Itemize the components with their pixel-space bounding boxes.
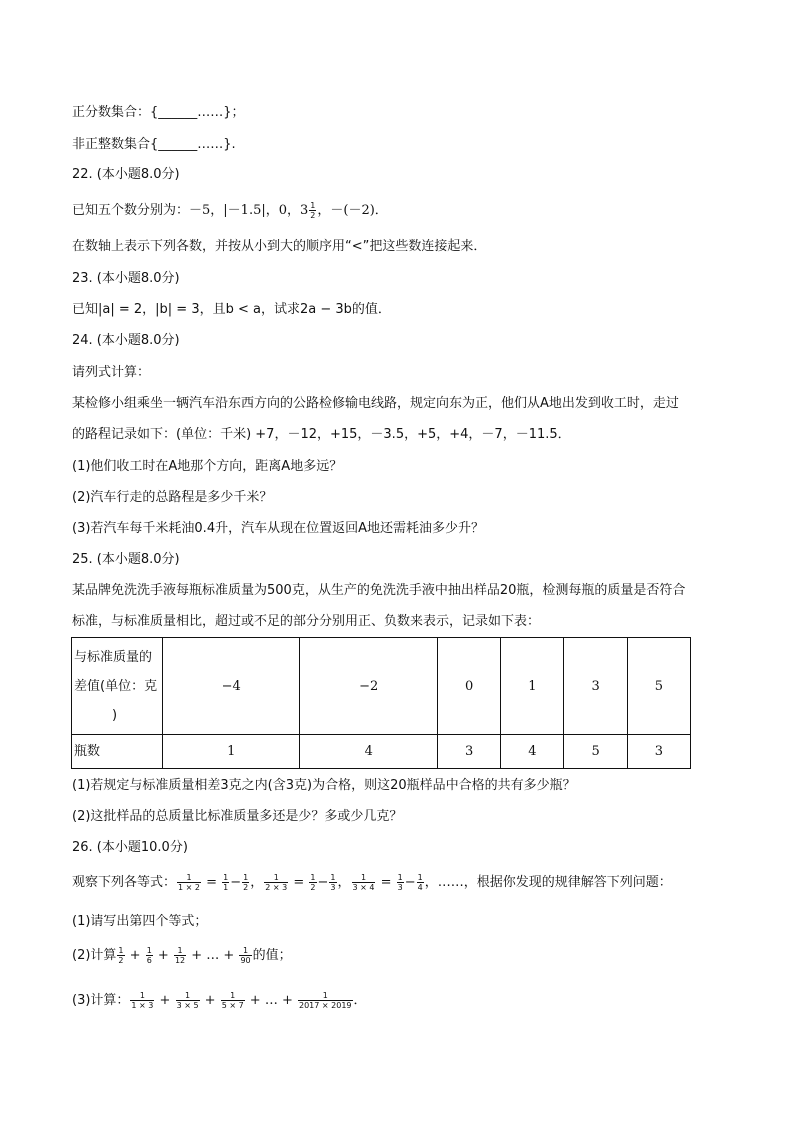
q22-numbers-tail: ，－(－2)． — [317, 203, 388, 218]
q26-sub-2: (2)计算 $\frac{1}{2}$ + $\frac{1}{6}$ + $\frac{1}{12}$ + … + $\frac{1}{90}$ 的值； — [72, 946, 292, 965]
q26-sub-3-prefix: (3)计算： — [72, 993, 130, 1008]
nonpositive-integer-set: 非正整数集合{______……}. — [72, 137, 236, 152]
q24-intro: 请列式计算： — [72, 365, 151, 380]
table-cell-count: 3 — [437, 735, 500, 769]
q26-sub-3: (3)计算： $\frac{1}{1 \times 3}$ + $\frac{1}{3 \times 5}$ + $\frac{1}{5 \times 7}$ + … + $\frac{1}{2017 \times 2019}$ ． — [72, 991, 367, 1010]
q23-question: 已知|a| = 2，|b| = 3，且b < a，试求2a − 3b的值． — [72, 302, 391, 317]
diff-label-line-3: ) — [112, 707, 118, 723]
positive-fraction-set: 正分数集合：{______……}； — [72, 105, 245, 120]
quality-table — [71, 637, 691, 769]
table-row-diff-label — [72, 638, 163, 735]
q25-sub-1: (1)若规定与标准质量相差3克之内(含3克)为合格，则这20瓶样品中合格的共有多少瓶？ — [72, 778, 576, 793]
table-cell-diff: 0 — [437, 638, 500, 735]
q24-paragraph-1: 某检修小组乘坐一辆汽车沿东西方向的公路检修输电线路，规定向东为正，他们从A地出发到收工时，走过 — [72, 396, 679, 411]
q24-sub-3: (3)若汽车每千米耗油0.4升，汽车从现在位置返回A地还需耗油多少升？ — [72, 521, 484, 536]
table-row-count — [72, 735, 691, 769]
table-cell-diff: 5 — [627, 638, 690, 735]
table-cell-count: 4 — [300, 735, 437, 769]
table-cell-count: 4 — [501, 735, 564, 769]
q22-mixed-whole: 3 — [300, 203, 309, 218]
q25-header: 25. (本小题8.0分) — [72, 552, 180, 567]
q23-header: 23. (本小题8.0分) — [72, 271, 180, 286]
q24-header: 24. (本小题8.0分) — [72, 333, 180, 348]
table-cell-count: 1 — [163, 735, 300, 769]
q22-header: 22. (本小题8.0分) — [72, 167, 180, 182]
q22-mixed-number — [300, 201, 317, 220]
table-row-diff — [72, 638, 691, 735]
q25-sub-2: (2)这批样品的总质量比标准质量多还是少？多或少几克？ — [72, 809, 403, 824]
q24-paragraph-2: 的路程记录如下：(单位：千米) +7，－12，+15，－3.5，+5，+4，－7，－11.5． — [72, 427, 571, 442]
q24-sub-2: (2)汽车行走的总路程是多少千米？ — [72, 490, 273, 505]
q26-observe-tail: ，……，根据你发现的规律解答下列问题： — [424, 875, 672, 890]
q22-mixed-num: 1 — [310, 201, 316, 210]
table-cell-diff: 1 — [501, 638, 564, 735]
q26-header: 26. (本小题10.0分) — [72, 840, 188, 855]
diff-label-line-2: 差值(单位：克 — [74, 678, 158, 694]
table-cell-count: 3 — [627, 735, 690, 769]
table-row-count-label: 瓶数 — [72, 735, 163, 769]
table-cell-diff: −4 — [163, 638, 300, 735]
q26-observe-prefix: 观察下列各等式： — [72, 875, 177, 890]
q25-paragraph-2: 标准，与标准质量相比，超过或不足的部分分别用正、负数来表示，记录如下表： — [72, 614, 541, 629]
q26-observe-line: 观察下列各等式： $\frac{1}{1 \times 2}$ = $\frac{1}{1}$ − $\frac{1}{2}$ ， $\frac{1}{2 \times 3}$ = $\frac{1}{2}$ − $\frac{1}{3}$ ， $\frac{1}{3 \times 4}$ = $\frac{1}{3}$ − $\frac{1}{4}$ ，……，根据你发现的规律解答下列问题： — [72, 873, 672, 892]
q22-numbers-line — [72, 201, 388, 220]
q26-sub-2-suffix: 的值； — [252, 948, 292, 963]
diff-label-line-1: 与标准质量的 — [74, 649, 153, 665]
q22-mixed-den: 2 — [310, 211, 316, 220]
q26-sub-1: (1)请写出第四个等式； — [72, 914, 208, 929]
table-cell-count: 5 — [564, 735, 627, 769]
q22-instruction: 在数轴上表示下列各数，并按从小到大的顺序用“<”把这些数连接起来． — [72, 239, 487, 254]
q22-prefix: 已知五个数分别为： — [72, 203, 190, 218]
table-cell-diff: 3 — [564, 638, 627, 735]
table-cell-diff: −2 — [300, 638, 437, 735]
q24-sub-1: (1)他们收工时在A地那个方向，距离A地多远？ — [72, 459, 343, 474]
q26-sub-2-prefix: (2)计算 — [72, 948, 117, 963]
q22-numbers: －5，|－1.5|，0， — [189, 203, 300, 218]
q25-paragraph-1: 某品牌免洗洗手液每瓶标准质量为500克，从生产的免洗洗手液中抽出样品20瓶，检测每瓶的质量是否符合 — [72, 583, 686, 598]
